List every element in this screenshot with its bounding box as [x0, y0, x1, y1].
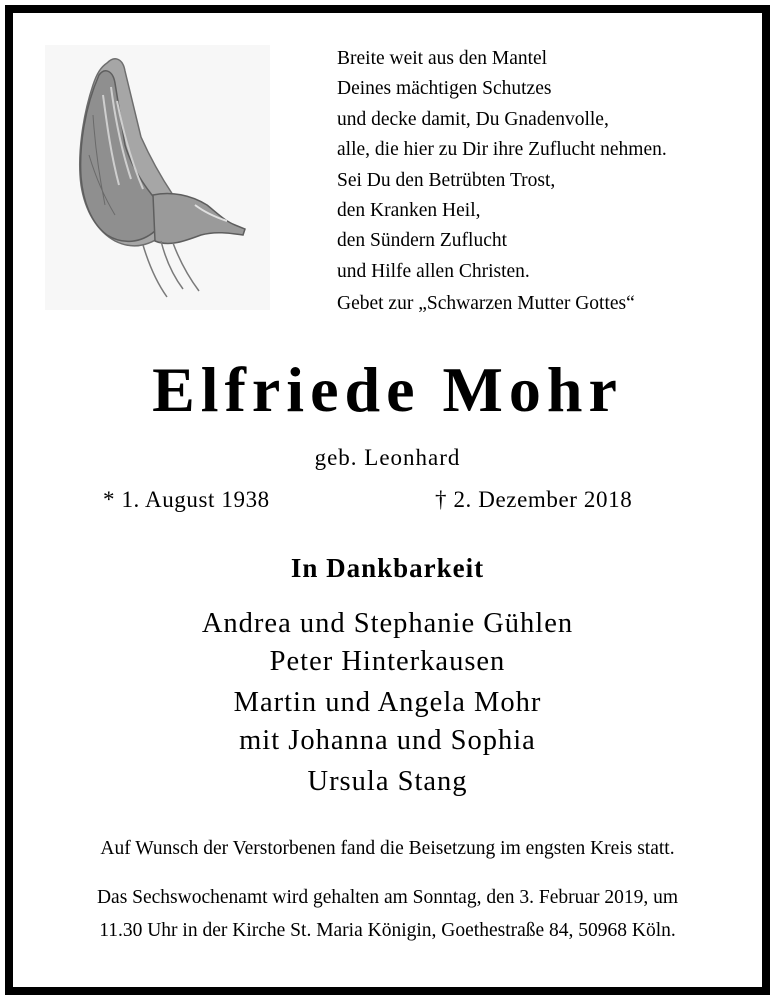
poem-line: und decke damit, Du Gnadenvolle, — [337, 108, 609, 130]
poem-line: alle, die hier zu Dir ihre Zuflucht nehmen. — [337, 139, 667, 161]
prayer-poem — [337, 44, 667, 287]
service-line: 11.30 Uhr in der Kirche St. Maria Königin, Goethestraße 84, 50968 Köln. — [99, 920, 676, 941]
family-list — [0, 605, 775, 801]
praying-hands-icon — [45, 45, 270, 310]
maiden-name: geb. Leonhard — [314, 445, 461, 470]
gratitude-heading: In Dankbarkeit — [290, 553, 485, 583]
poem-line: Breite weit aus den Mantel — [337, 48, 548, 69]
service-line: Das Sechswochenamt wird gehalten am Sonntag, den 3. Februar 2019, um — [96, 887, 679, 908]
poem-line: den Kranken Heil, — [337, 200, 481, 222]
service-notice — [0, 881, 775, 947]
family-member: mit Johanna und Sophia — [239, 725, 536, 756]
deceased-name: Elfriede Mohr — [152, 354, 623, 425]
family-member: Peter Hinterkausen — [269, 646, 506, 677]
poem-line: und Hilfe allen Christen. — [337, 260, 530, 282]
death-date: † 2. Dezember 2018 — [435, 487, 633, 512]
poem-line: Deines mächtigen Schutzes — [337, 78, 552, 100]
birth-date: * 1. August 1938 — [103, 487, 270, 512]
poem-line: Sei Du den Betrübten Trost, — [337, 169, 556, 191]
family-member: Martin und Angela Mohr — [233, 687, 542, 718]
family-member: Ursula Stang — [307, 766, 468, 797]
burial-notice: Auf Wunsch der Verstorbenen fand die Beisetzung im engsten Kreis statt. — [100, 838, 675, 859]
poem-source: Gebet zur „Schwarzen Mutter Gottes“ — [337, 293, 635, 314]
poem-line: den Sündern Zuflucht — [337, 230, 508, 252]
family-member: Andrea und Stephanie Gühlen — [201, 608, 574, 639]
